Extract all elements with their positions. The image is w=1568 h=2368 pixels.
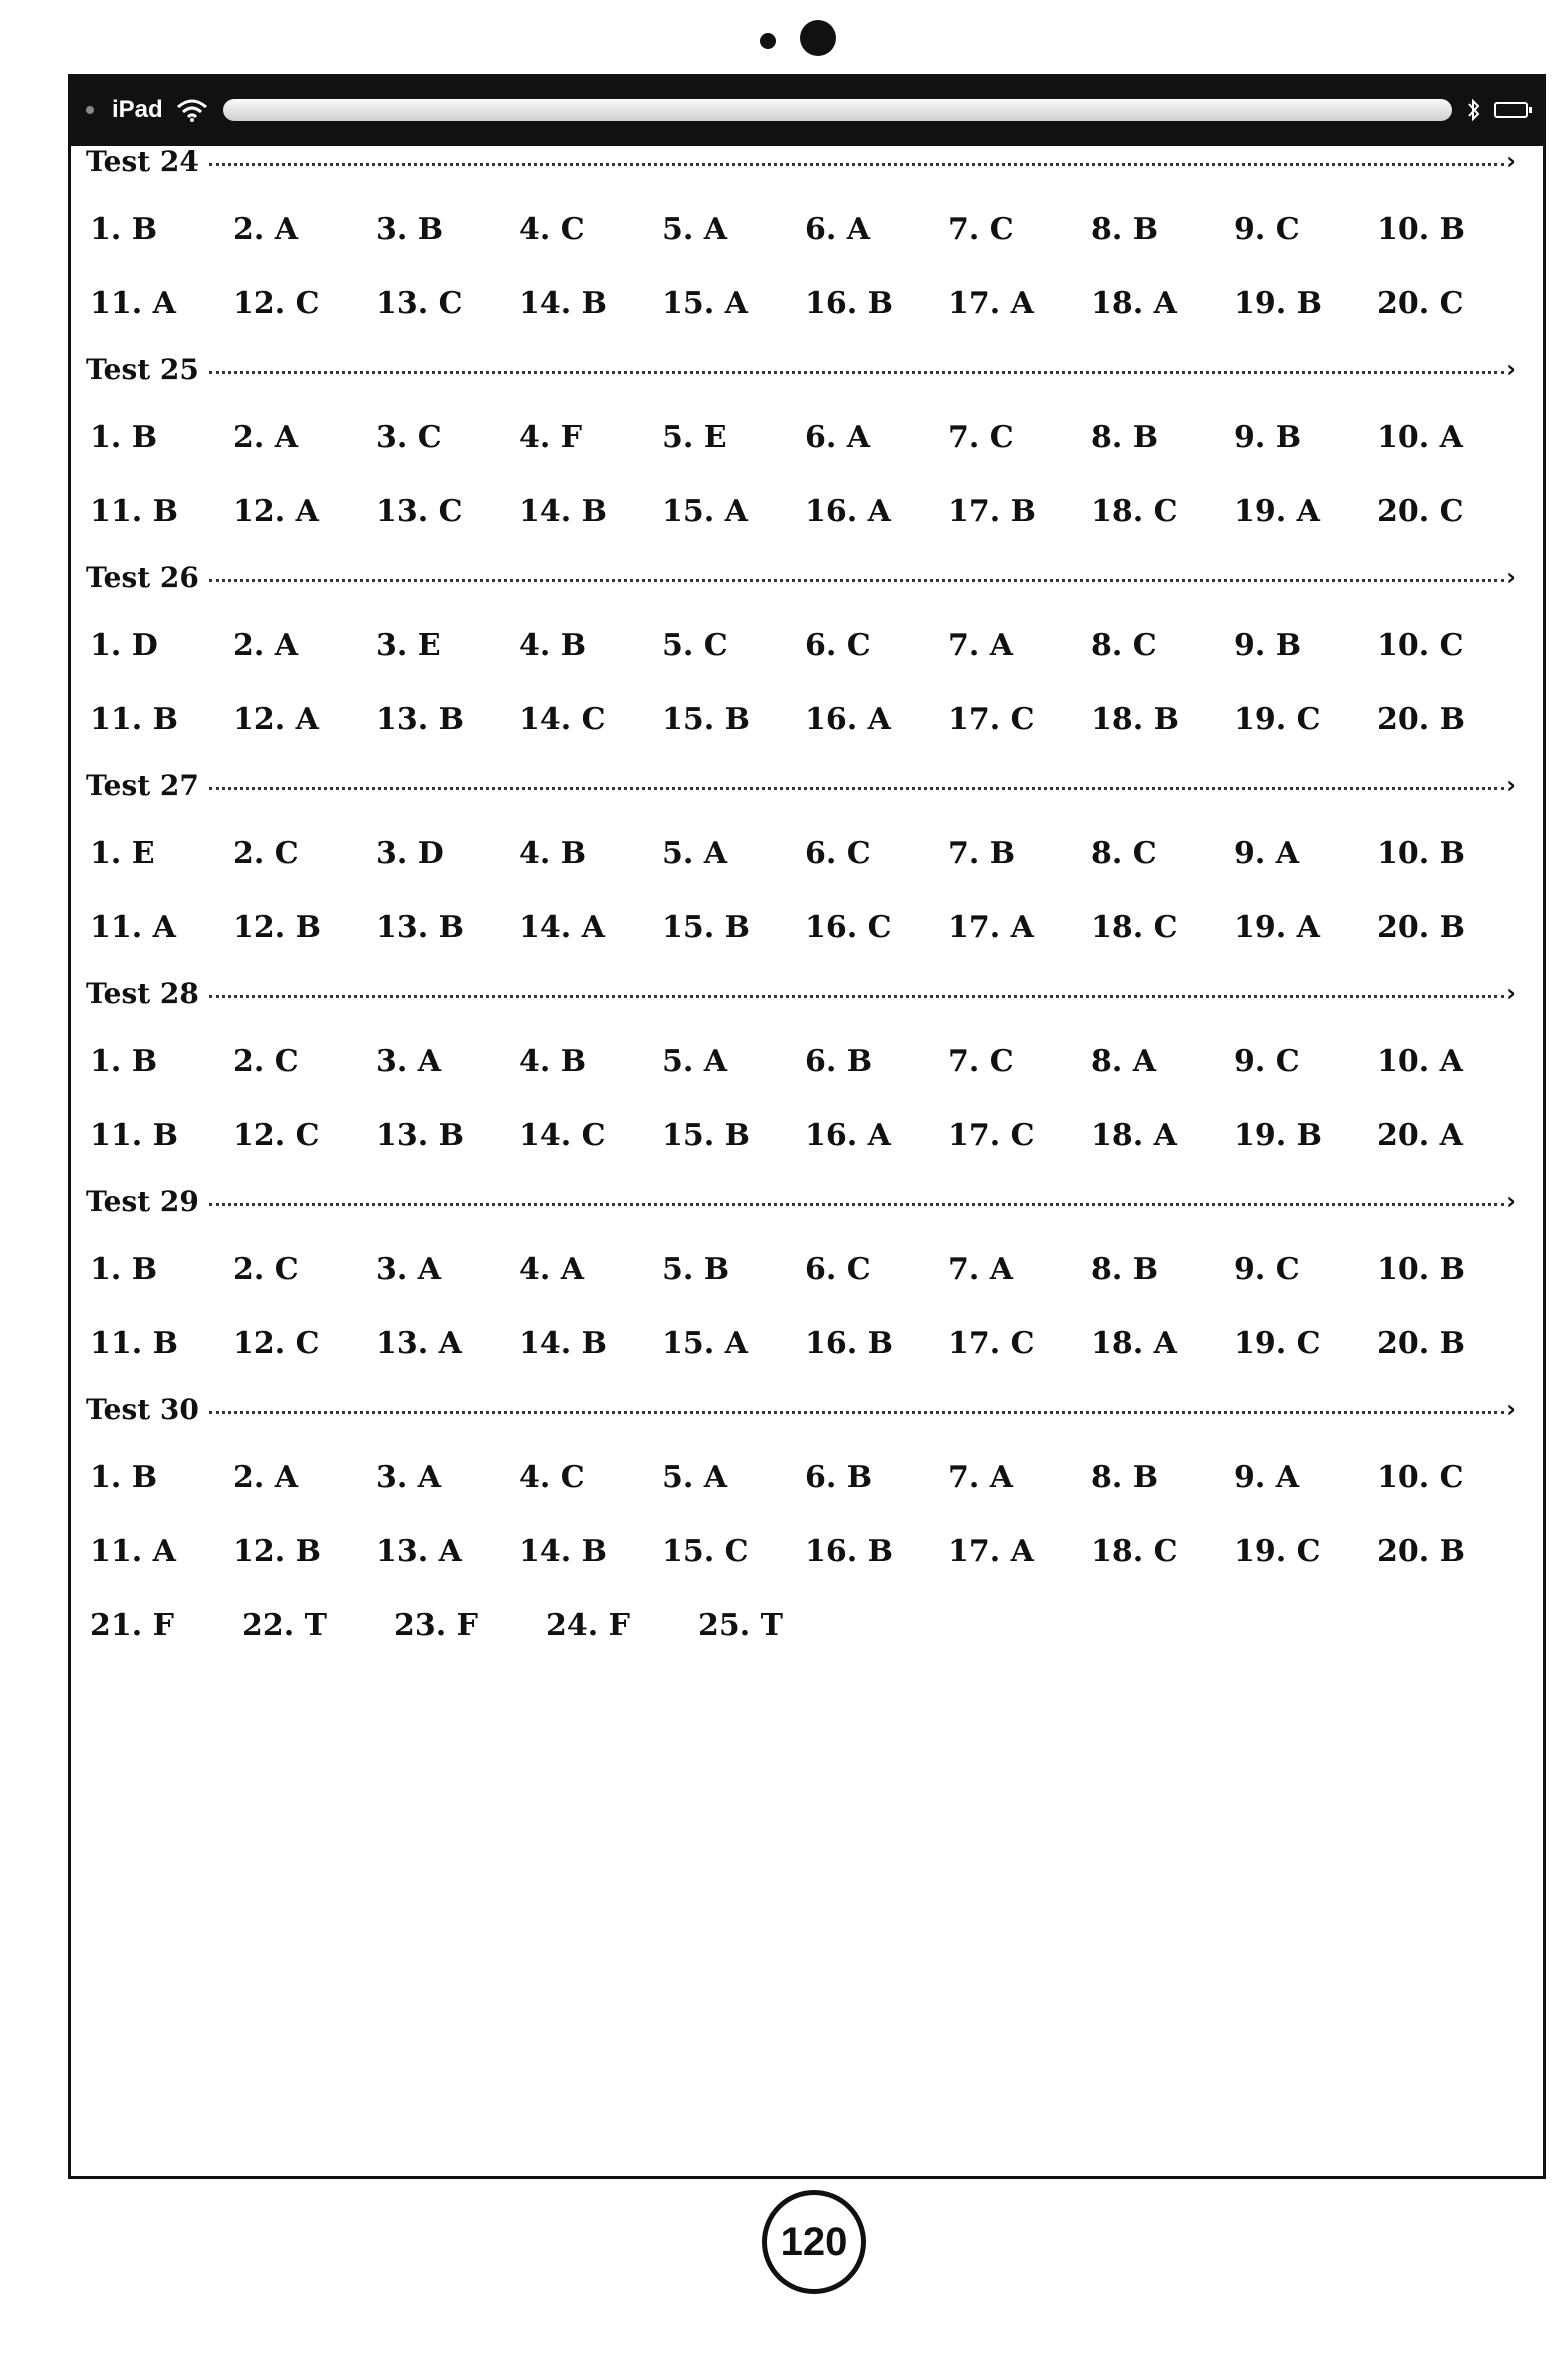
answer-item: 18. C xyxy=(1091,493,1178,529)
answer-item: 6. B xyxy=(805,1043,873,1079)
answer-item: 17. B xyxy=(948,493,1036,529)
answer-item: 2. C xyxy=(233,1043,299,1079)
answer-item: 6. A xyxy=(805,419,871,455)
answer-item: 11. A xyxy=(90,285,176,321)
answer-item: 20. C xyxy=(1377,493,1464,529)
large-dot-icon xyxy=(800,20,836,56)
wifi-icon xyxy=(175,97,209,123)
answer-item: 13. C xyxy=(376,493,463,529)
arrow-right-icon: › xyxy=(1506,1187,1516,1215)
answer-item: 14. B xyxy=(519,1325,607,1361)
answer-item: 16. A xyxy=(805,493,891,529)
answer-item: 13. A xyxy=(376,1325,462,1361)
test-section xyxy=(86,1388,1516,1670)
test-header xyxy=(86,348,1516,390)
answer-item: 4. B xyxy=(519,627,587,663)
answer-item: 2. A xyxy=(233,211,299,247)
status-dot-icon xyxy=(86,106,94,114)
answer-item: 18. C xyxy=(1091,1533,1178,1569)
answer-item: 6. B xyxy=(805,1459,873,1495)
answer-item: 8. C xyxy=(1091,627,1157,663)
answer-item: 13. B xyxy=(376,909,464,945)
answer-item: 14. B xyxy=(519,1533,607,1569)
answer-item: 2. C xyxy=(233,835,299,871)
answer-item: 11. A xyxy=(90,909,176,945)
answer-item: 12. C xyxy=(233,1117,320,1153)
answer-item: 14. C xyxy=(519,1117,606,1153)
answer-item: 25. T xyxy=(698,1607,783,1643)
answer-row xyxy=(86,1024,1516,1098)
test-title: Test 28 xyxy=(86,976,199,1010)
arrow-right-icon: › xyxy=(1506,147,1516,175)
answer-item: 8. B xyxy=(1091,211,1159,247)
answer-item: 12. A xyxy=(233,493,319,529)
device-label: iPad xyxy=(112,96,163,123)
test-title: Test 26 xyxy=(86,560,199,594)
arrow-right-icon: › xyxy=(1506,355,1516,383)
answer-item: 19. B xyxy=(1234,1117,1322,1153)
answer-item: 17. C xyxy=(948,701,1035,737)
answer-item: 9. C xyxy=(1234,1251,1300,1287)
answer-item: 3. A xyxy=(376,1459,442,1495)
test-header xyxy=(86,764,1516,806)
answer-item: 14. A xyxy=(519,909,605,945)
answer-item: 1. B xyxy=(90,1251,158,1287)
small-dot-icon xyxy=(760,33,776,49)
answer-item: 15. B xyxy=(662,909,750,945)
answer-item: 18. B xyxy=(1091,701,1179,737)
arrow-right-icon: › xyxy=(1506,563,1516,591)
answer-item: 9. A xyxy=(1234,835,1300,871)
answer-item: 10. C xyxy=(1377,1459,1464,1495)
answer-row xyxy=(86,608,1516,682)
answer-item: 7. C xyxy=(948,1043,1014,1079)
answer-item: 21. F xyxy=(90,1607,174,1643)
answer-item: 13. B xyxy=(376,1117,464,1153)
answer-item: 24. F xyxy=(546,1607,630,1643)
answer-item: 6. A xyxy=(805,211,871,247)
test-section xyxy=(86,972,1516,1180)
test-title: Test 29 xyxy=(86,1184,199,1218)
answer-item: 6. C xyxy=(805,835,871,871)
answer-item: 12. C xyxy=(233,1325,320,1361)
answer-item: 14. B xyxy=(519,493,607,529)
answer-item: 5. A xyxy=(662,835,728,871)
answer-item: 18. A xyxy=(1091,285,1177,321)
answer-item: 5. C xyxy=(662,627,728,663)
answer-item: 5. E xyxy=(662,419,727,455)
answer-item: 7. A xyxy=(948,627,1014,663)
answer-item: 11. B xyxy=(90,701,178,737)
answer-item: 13. A xyxy=(376,1533,462,1569)
dotted-leader xyxy=(209,371,1504,374)
test-header xyxy=(86,972,1516,1014)
answer-item: 1. B xyxy=(90,211,158,247)
answer-item: 9. C xyxy=(1234,1043,1300,1079)
answer-item: 11. B xyxy=(90,493,178,529)
answer-item: 20. A xyxy=(1377,1117,1463,1153)
answer-item: 16. B xyxy=(805,1325,893,1361)
answer-item: 15. A xyxy=(662,1325,748,1361)
answer-item: 16. A xyxy=(805,1117,891,1153)
answer-item: 2. A xyxy=(233,419,299,455)
answer-item: 6. C xyxy=(805,1251,871,1287)
answer-item: 17. C xyxy=(948,1117,1035,1153)
answer-item: 3. E xyxy=(376,627,441,663)
answer-item: 10. C xyxy=(1377,627,1464,663)
answer-item: 15. B xyxy=(662,1117,750,1153)
answer-item: 12. B xyxy=(233,909,321,945)
answer-row xyxy=(86,474,1516,548)
answer-row xyxy=(86,266,1516,340)
camera-dots xyxy=(0,0,1568,80)
answer-item: 1. B xyxy=(90,1459,158,1495)
answer-item: 9. B xyxy=(1234,419,1302,455)
battery-icon xyxy=(1494,102,1528,118)
answer-item: 19. B xyxy=(1234,285,1322,321)
answer-key xyxy=(86,140,1516,1670)
answer-item: 7. B xyxy=(948,835,1016,871)
answer-item: 8. B xyxy=(1091,419,1159,455)
answer-item: 12. B xyxy=(233,1533,321,1569)
answer-item: 19. C xyxy=(1234,1533,1321,1569)
test-header xyxy=(86,556,1516,598)
answer-item: 7. C xyxy=(948,419,1014,455)
answer-item: 20. C xyxy=(1377,285,1464,321)
answer-row xyxy=(86,1588,1516,1662)
test-header xyxy=(86,1180,1516,1222)
answer-item: 20. B xyxy=(1377,1325,1465,1361)
answer-item: 4. C xyxy=(519,211,585,247)
answer-item: 19. A xyxy=(1234,909,1320,945)
answer-item: 17. A xyxy=(948,909,1034,945)
dotted-leader xyxy=(209,579,1504,582)
bluetooth-icon xyxy=(1466,97,1482,123)
answer-item: 7. A xyxy=(948,1251,1014,1287)
answer-item: 19. C xyxy=(1234,701,1321,737)
answer-item: 15. A xyxy=(662,493,748,529)
answer-row xyxy=(86,1440,1516,1514)
answer-item: 3. A xyxy=(376,1251,442,1287)
answer-item: 15. A xyxy=(662,285,748,321)
answer-item: 1. B xyxy=(90,419,158,455)
answer-item: 3. B xyxy=(376,211,444,247)
answer-item: 13. C xyxy=(376,285,463,321)
answer-item: 4. A xyxy=(519,1251,585,1287)
status-bar xyxy=(68,74,1546,146)
answer-item: 12. A xyxy=(233,701,319,737)
answer-item: 11. B xyxy=(90,1117,178,1153)
test-header xyxy=(86,1388,1516,1430)
answer-item: 3. C xyxy=(376,419,442,455)
test-section xyxy=(86,1180,1516,1388)
answer-item: 18. A xyxy=(1091,1325,1177,1361)
dotted-leader xyxy=(209,1411,1504,1414)
arrow-right-icon: › xyxy=(1506,1395,1516,1423)
test-title: Test 25 xyxy=(86,352,199,386)
answer-row xyxy=(86,1514,1516,1588)
answer-item: 1. E xyxy=(90,835,155,871)
answer-item: 15. B xyxy=(662,701,750,737)
answer-item: 16. B xyxy=(805,1533,893,1569)
answer-item: 19. A xyxy=(1234,493,1320,529)
answer-item: 18. C xyxy=(1091,909,1178,945)
answer-item: 4. B xyxy=(519,1043,587,1079)
answer-item: 23. F xyxy=(394,1607,478,1643)
answer-item: 16. B xyxy=(805,285,893,321)
answer-item: 2. A xyxy=(233,627,299,663)
answer-item: 10. B xyxy=(1377,1251,1465,1287)
answer-row xyxy=(86,1232,1516,1306)
answer-row xyxy=(86,816,1516,890)
answer-item: 22. T xyxy=(242,1607,327,1643)
answer-item: 17. A xyxy=(948,285,1034,321)
dotted-leader xyxy=(209,787,1504,790)
answer-item: 17. A xyxy=(948,1533,1034,1569)
answer-item: 20. B xyxy=(1377,1533,1465,1569)
answer-item: 14. B xyxy=(519,285,607,321)
answer-item: 5. A xyxy=(662,211,728,247)
test-section xyxy=(86,556,1516,764)
answer-item: 17. C xyxy=(948,1325,1035,1361)
answer-item: 14. C xyxy=(519,701,606,737)
answer-row xyxy=(86,1306,1516,1380)
answer-item: 10. A xyxy=(1377,419,1463,455)
answer-item: 3. A xyxy=(376,1043,442,1079)
answer-item: 5. A xyxy=(662,1459,728,1495)
test-title: Test 30 xyxy=(86,1392,199,1426)
answer-item: 10. B xyxy=(1377,211,1465,247)
answer-item: 7. A xyxy=(948,1459,1014,1495)
answer-item: 12. C xyxy=(233,285,320,321)
dotted-leader xyxy=(209,995,1504,998)
answer-item: 1. D xyxy=(90,627,158,663)
dotted-leader xyxy=(209,163,1504,166)
answer-item: 18. A xyxy=(1091,1117,1177,1153)
answer-item: 7. C xyxy=(948,211,1014,247)
answer-item: 9. A xyxy=(1234,1459,1300,1495)
answer-item: 11. B xyxy=(90,1325,178,1361)
answer-row xyxy=(86,890,1516,964)
test-section xyxy=(86,348,1516,556)
answer-item: 4. F xyxy=(519,419,583,455)
test-header xyxy=(86,140,1516,182)
answer-row xyxy=(86,192,1516,266)
answer-item: 5. B xyxy=(662,1251,730,1287)
answer-item: 5. A xyxy=(662,1043,728,1079)
test-title: Test 24 xyxy=(86,144,199,178)
answer-item: 4. B xyxy=(519,835,587,871)
answer-item: 2. A xyxy=(233,1459,299,1495)
answer-item: 20. B xyxy=(1377,909,1465,945)
answer-item: 10. A xyxy=(1377,1043,1463,1079)
answer-row xyxy=(86,682,1516,756)
answer-item: 9. C xyxy=(1234,211,1300,247)
test-section xyxy=(86,764,1516,972)
answer-item: 9. B xyxy=(1234,627,1302,663)
answer-item: 3. D xyxy=(376,835,444,871)
answer-item: 4. C xyxy=(519,1459,585,1495)
page-number: 120 xyxy=(762,2190,866,2294)
answer-item: 2. C xyxy=(233,1251,299,1287)
answer-row xyxy=(86,400,1516,474)
test-section xyxy=(86,140,1516,348)
answer-item: 20. B xyxy=(1377,701,1465,737)
arrow-right-icon: › xyxy=(1506,771,1516,799)
answer-item: 10. B xyxy=(1377,835,1465,871)
answer-item: 8. B xyxy=(1091,1251,1159,1287)
test-title: Test 27 xyxy=(86,768,199,802)
answer-item: 16. A xyxy=(805,701,891,737)
answer-item: 8. C xyxy=(1091,835,1157,871)
answer-item: 13. B xyxy=(376,701,464,737)
dotted-leader xyxy=(209,1203,1504,1206)
answer-item: 19. C xyxy=(1234,1325,1321,1361)
answer-row xyxy=(86,1098,1516,1172)
arrow-right-icon: › xyxy=(1506,979,1516,1007)
answer-item: 16. C xyxy=(805,909,892,945)
status-slider xyxy=(223,99,1452,121)
answer-item: 11. A xyxy=(90,1533,176,1569)
answer-item: 15. C xyxy=(662,1533,749,1569)
answer-item: 8. B xyxy=(1091,1459,1159,1495)
answer-item: 1. B xyxy=(90,1043,158,1079)
answer-item: 8. A xyxy=(1091,1043,1157,1079)
answer-item: 6. C xyxy=(805,627,871,663)
